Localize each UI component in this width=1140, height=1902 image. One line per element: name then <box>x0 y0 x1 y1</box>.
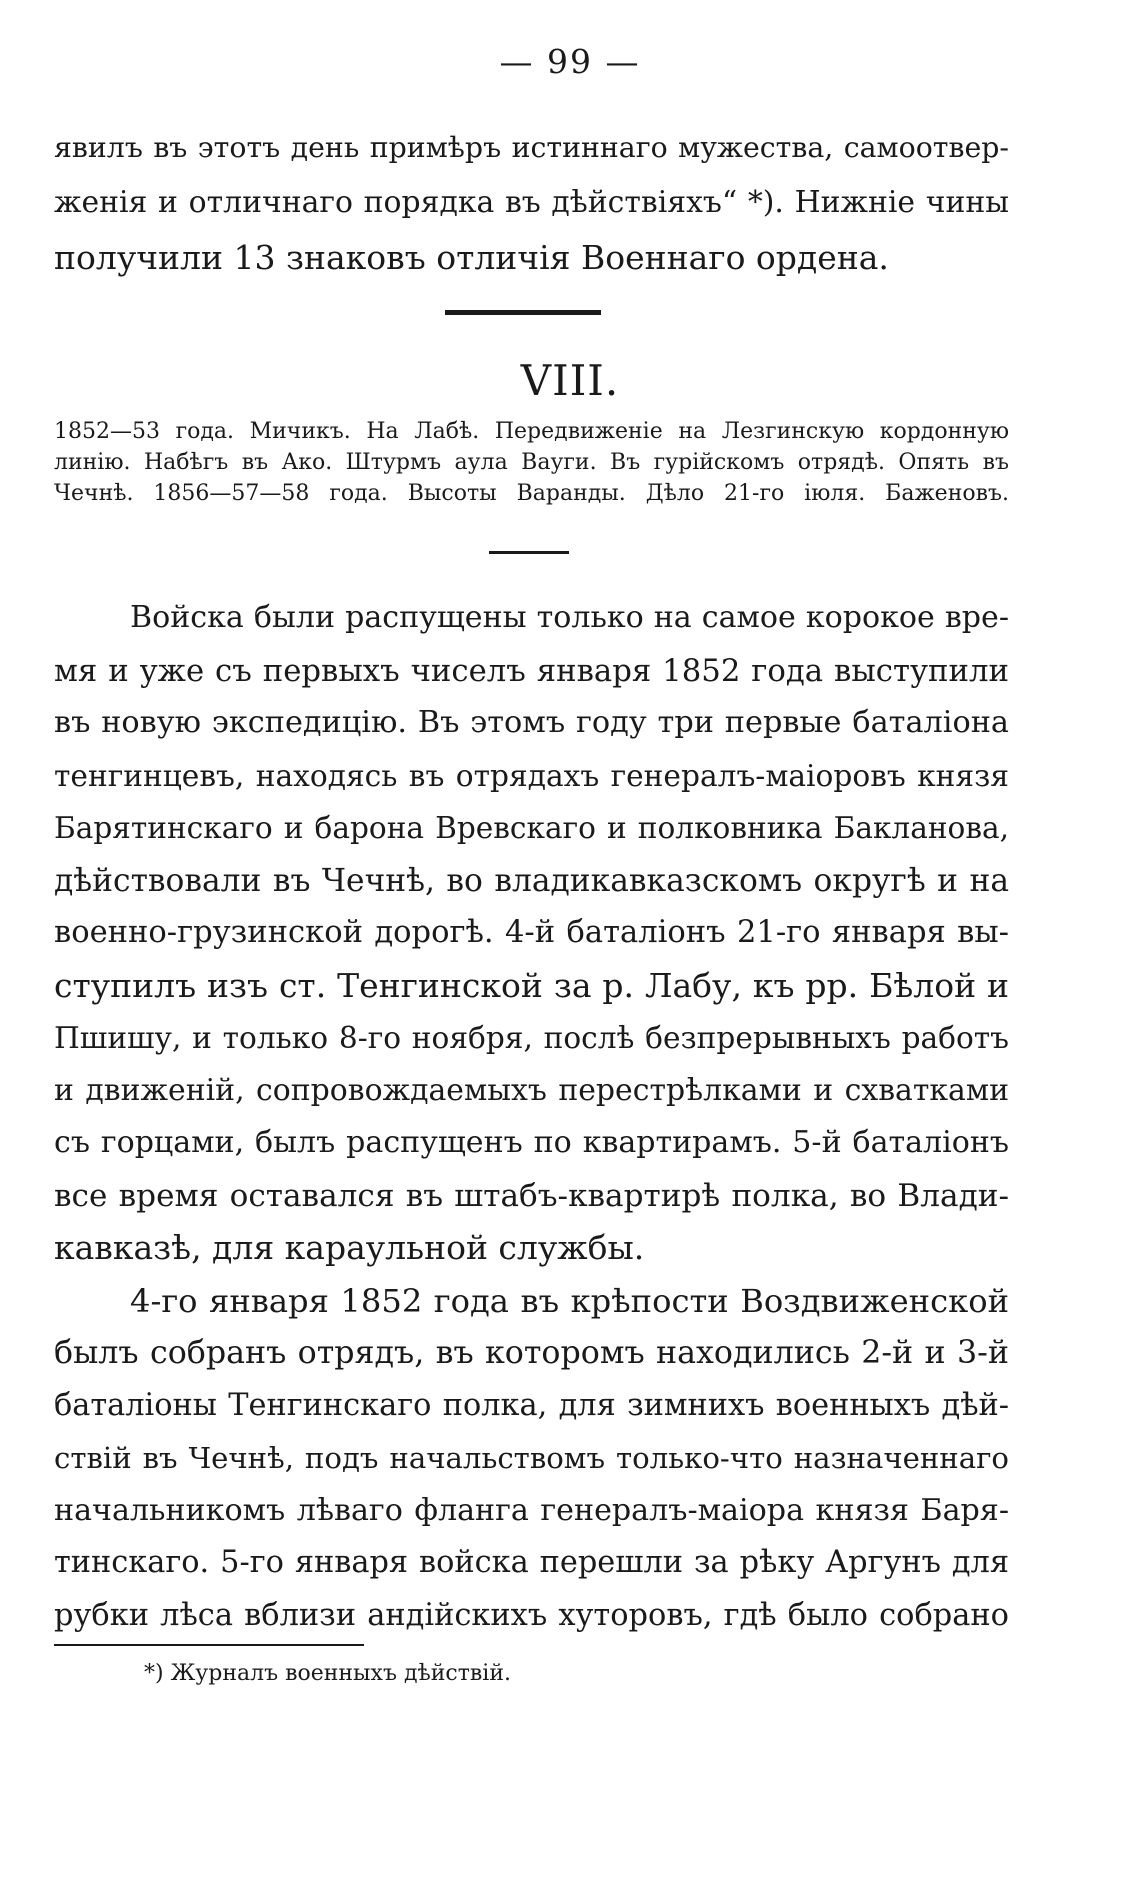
text-line: Пшишу, и только 8-го ноября, послѣ безпрерывныхъ работъ <box>54 1021 1009 1055</box>
footnote-rule <box>54 1644 364 1646</box>
text-line: кавказѣ, для караульной службы. <box>54 1228 645 1267</box>
chapter-summary <box>54 416 1009 509</box>
page-number: — 99 — <box>499 42 641 81</box>
text-line: тинскаго. 5-го января войска перешли за рѣку Аргунъ для <box>54 1545 1009 1580</box>
text-line: былъ собранъ отрядъ, въ которомъ находились 2-й и 3-й <box>54 1335 1009 1371</box>
paragraph-1 <box>54 592 1009 1275</box>
text-line: и движеній, сопровождаемыхъ перестрѣлками и схватками <box>54 1072 1009 1108</box>
body-text <box>54 592 1009 1642</box>
summary-line: 1852—53 года. Мичикъ. На Лабѣ. Передвиженіе на Лезгинскую кордонную <box>54 419 1009 444</box>
footnote: *) Журналъ военныхъ дѣйствій. <box>144 1661 511 1686</box>
text-line: съ горцами, былъ распущенъ по квартирамъ. 5-й баталіонъ <box>54 1125 1009 1160</box>
summary-line: Чечнѣ. 1856—57—58 года. Высоты Варанды. Дѣло 21-го іюля. Баженовъ. <box>54 481 1009 506</box>
text-line: военно-грузинской дорогѣ. 4-й баталіонъ 21-го января вы- <box>54 915 1009 950</box>
text-line: получили 13 знаковъ отличія Военнаго ордена. <box>54 238 889 277</box>
text-line: рубки лѣса вблизи андійскихъ хуторовъ, гдѣ было собрано <box>54 1597 1009 1633</box>
text-line: начальникомъ лѣваго фланга генералъ-маіора князя Баря- <box>54 1492 1009 1528</box>
section-divider <box>445 310 601 315</box>
text-line: все время оставался въ штабъ-квартирѣ полка, во Влади- <box>54 1177 1009 1214</box>
text-line: ступилъ изъ ст. Тенгинской за р. Лабу, къ рр. Бѣлой и <box>54 965 1009 1005</box>
chapter-heading: VIII. <box>520 356 620 405</box>
text-line: явилъ въ этотъ день примѣръ истиннаго мужества, самоотвер- <box>54 131 1009 164</box>
summary-line: линію. Набѣгъ въ Ако. Штурмъ аула Вауги. Въ гурійскомъ отрядѣ. Опять въ <box>54 450 1009 475</box>
text-line: дѣйствовали въ Чечнѣ, во владикавказскомъ округѣ и на <box>54 862 1009 899</box>
text-line: баталіоны Тенгинскаго полка, для зимнихъ военныхъ дѣй- <box>54 1387 1009 1423</box>
text-line: Барятинскаго и барона Вревскаго и полковника Бакланова, <box>54 811 1009 845</box>
text-line: въ новую экспедицію. Въ этомъ году три первые баталіона <box>54 705 1009 740</box>
text-line: ствій въ Чечнѣ, подъ начальствомъ только-что назначеннаго <box>54 1441 1009 1475</box>
summary-divider <box>489 551 569 554</box>
text-line: 4-го января 1852 года въ крѣпости Воздвиженской <box>130 1281 1009 1320</box>
text-line: Войска были распущены только на самое корокое вре- <box>130 600 1009 635</box>
text-line: женія и отличнаго порядка въ дѣйствіяхъ“ *). Нижніе чины <box>54 185 1009 220</box>
paragraph-2 <box>54 1275 1009 1643</box>
text-line: тенгинцевъ, находясь въ отрядахъ генералъ-маіоровъ князя <box>54 757 1009 793</box>
text-line: мя и уже съ первыхъ чиселъ января 1852 года выступили <box>54 652 1009 689</box>
intro-paragraph <box>54 120 1009 285</box>
